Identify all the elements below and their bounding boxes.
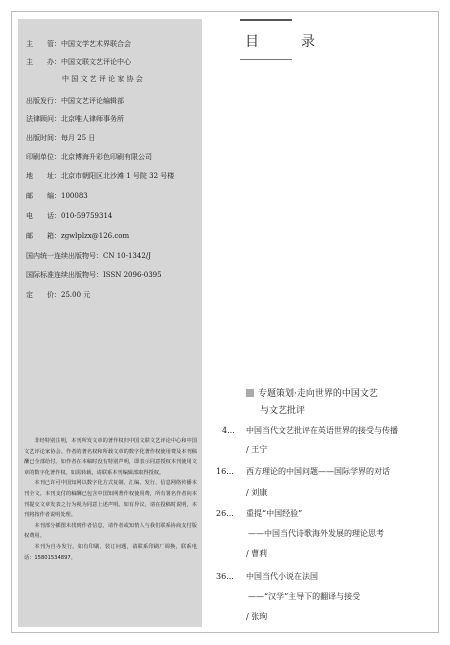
notice-paragraph-cnki: 本刊已许可中国知网以数字化方式复制、汇编、发行、信息网络传播本刊全文。本刊支付的稿酬已包含中国知网著作权使用费，所有署名作者向本刊提交文章发表之行为视为同意上述声明。如有异议，请在投稿时说明，本刊将按作者说明处理。 — [24, 480, 197, 519]
info-row-publisher: 出版发行：中国文艺评论编辑部 — [26, 97, 124, 105]
copyright-notice — [24, 436, 197, 563]
toc-entry-title[interactable]: 中国当代小说在法国 — [246, 572, 318, 581]
toc-entry-author: / 王宁 — [246, 445, 268, 454]
toc-entry-title[interactable]: 重提“中国经验” — [246, 509, 303, 518]
info-row-price: 定 价：25.00 元 — [26, 291, 91, 299]
info-row-publish-date: 出版时间：每月 25 日 — [26, 134, 96, 142]
notice-paragraph-distribution: 本刊为自办发行。如有印刷、装订问题，请联系印刷厂调换，联系电话：15801534897。 — [24, 543, 197, 561]
info-row-cn-number: 国内统一连续出版物号：CN 10-1342/J — [26, 252, 151, 260]
section-heading-line-2: 与文艺批评 — [260, 406, 306, 416]
toc-entry-page: 26... — [216, 509, 234, 518]
toc-entry-author: / 刘康 — [246, 488, 268, 497]
info-row-phone: 电 话：010-59759314 — [26, 212, 113, 220]
toc-top-rule — [240, 19, 292, 21]
table-of-contents — [212, 19, 434, 627]
info-row-supervisor: 主 管：中国文学艺术界联合会 — [26, 40, 131, 48]
toc-entry-author: / 曹莉 — [246, 549, 268, 558]
info-row-issn: 国际标准连续出版物号：ISSN 2096-0395 — [26, 271, 162, 279]
toc-entry-title[interactable]: 西方理论的中国问题——国际学界的对话 — [246, 467, 390, 476]
toc-title: 目 录 — [245, 34, 329, 50]
notice-paragraph-copyright: 非经特别注明，本刊所发文章的著作权归中国文联文艺评论中心和中国文艺评论家协会。作者的著名权和所载文章的数字化著作权使用费及本刊稿酬已全部给付。如作者在本稿时没有特别声明，即表示同意授权本刊使用文章的数字化著作权。如需转载，请联系本刊编辑部取得授权。 — [24, 438, 197, 476]
colophon-panel — [18, 19, 202, 627]
toc-entry-page: 36... — [216, 572, 234, 581]
section-square-icon — [246, 389, 254, 397]
info-row-sponsor: 主 办：中国文联文艺评论中心 — [26, 58, 131, 66]
toc-entry-author: / 张珣 — [246, 612, 268, 621]
info-row-legal-counsel: 法律顾问：北京唯人律师事务所 — [26, 115, 124, 123]
info-row-postcode: 邮 编：100083 — [26, 192, 88, 200]
info-row-address: 地 址：北京市朝阳区北沙滩 1 号院 32 号楼 — [26, 172, 175, 180]
section-heading: 专题策划·走向世界的中国文艺 — [246, 389, 378, 400]
info-row-printer: 印刷单位：北京博海升彩色印刷有限公司 — [26, 153, 152, 161]
toc-entry-page: 16... — [216, 467, 234, 476]
toc-entry-page: 4... — [222, 426, 235, 435]
toc-entry-subtitle: ——“汉学”主导下的翻译与接受 — [248, 592, 361, 601]
notice-paragraph-illustrations: 本刊部分插图未找到作者信息，请作者或知情人与我们联系协商支付版权费用。 — [24, 522, 197, 540]
toc-entry-subtitle: ——中国当代诗歌海外发展的理论思考 — [248, 529, 384, 538]
toc-title-rule — [240, 59, 292, 60]
info-row-sponsor-2: 中 国 文 艺 评 论 家 协 会 — [62, 75, 143, 83]
toc-entry-title[interactable]: 中国当代文艺批评在英语世界的接受与传播 — [246, 426, 398, 435]
info-row-email: 邮 箱：zgwlplzx@126.com — [26, 232, 130, 240]
